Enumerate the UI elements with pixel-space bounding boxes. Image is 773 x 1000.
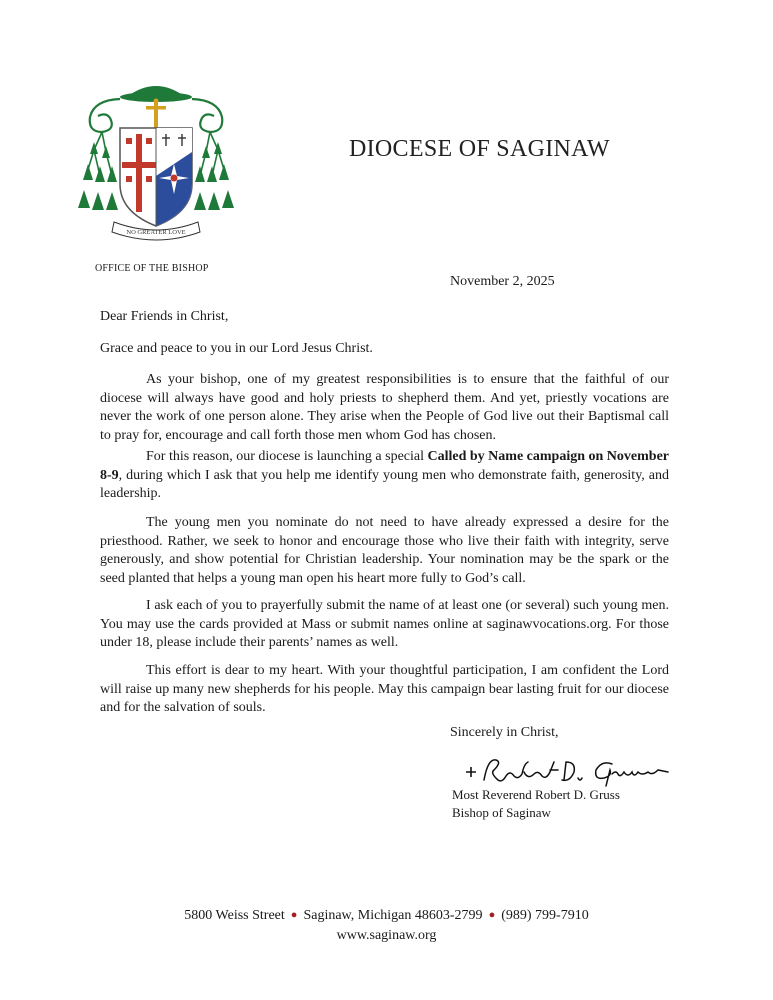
paragraph-2-lead: For this reason, our diocese is launching a special	[146, 449, 428, 464]
paragraph-1: As your bishop, one of my greatest responsibilities is to ensure that the faithful of our diocese will always have good and holy priests to shepherd them. And yet, priestly vocations are never the work of one person alone. They arise when the People of God live out their Baptismal call to pray for, encourage and call forth those men whom God has chosen.	[100, 372, 669, 443]
bullet-icon: ●	[290, 909, 298, 921]
signer-title: Bishop of Saginaw	[452, 805, 551, 820]
coat-of-arms-icon	[76, 72, 236, 252]
footer-phone: (989) 799-7910	[501, 908, 589, 923]
letter-salutation: Grace and peace to you in our Lord Jesus Christ.	[100, 341, 373, 356]
footer-city: Saginaw, Michigan 48603-2799	[303, 908, 483, 923]
campaign-highlight: Called by Name campaign on November 8-9	[100, 449, 669, 483]
paragraph-3: The young men you nominate do not need to have already expressed a desire for the priesthood. Rather, we seek to honor and encourage those who live their faith with integrity, serve generously, and show potential for Christian leadership. Your nomination may be the spark or the seed planted that helps a young man open his heart more fully to God’s call.	[100, 515, 669, 586]
office-label: OFFICE OF THE BISHOP	[95, 263, 209, 274]
footer-address	[0, 908, 773, 924]
paragraph-4: I ask each of you to prayerfully submit the name of at least one (or several) such young men. You may use the cards provided at Mass or submit names online at saginawvocations.org. For those under 18, please include their parents’ names as well.	[100, 598, 669, 651]
bullet-icon: ●	[488, 909, 496, 921]
paragraph-5: This effort is dear to my heart. With your thoughtful participation, I am confident the Lord will raise up many new shepherds for his people. May this campaign bear lasting fruit for our diocese and for the salvation of souls.	[100, 663, 669, 716]
footer-website-link[interactable]: www.saginaw.org	[336, 928, 437, 943]
paragraph-2	[100, 448, 669, 504]
letter-closing: Sincerely in Christ,	[450, 725, 559, 740]
signer-name: Most Reverend Robert D. Gruss	[452, 787, 620, 802]
footer-street: 5800 Weiss Street	[184, 908, 285, 923]
letter-greeting: Dear Friends in Christ,	[100, 309, 229, 324]
motto-text: NO GREATER LOVE	[126, 229, 186, 236]
letter-date: November 2, 2025	[450, 274, 555, 289]
signature-image	[462, 750, 672, 792]
page-title: DIOCESE OF SAGINAW	[349, 136, 610, 162]
paragraph-2-tail: , during which I ask that you help me identify young men who demonstrate faith, generosity, and leadership.	[100, 467, 669, 502]
